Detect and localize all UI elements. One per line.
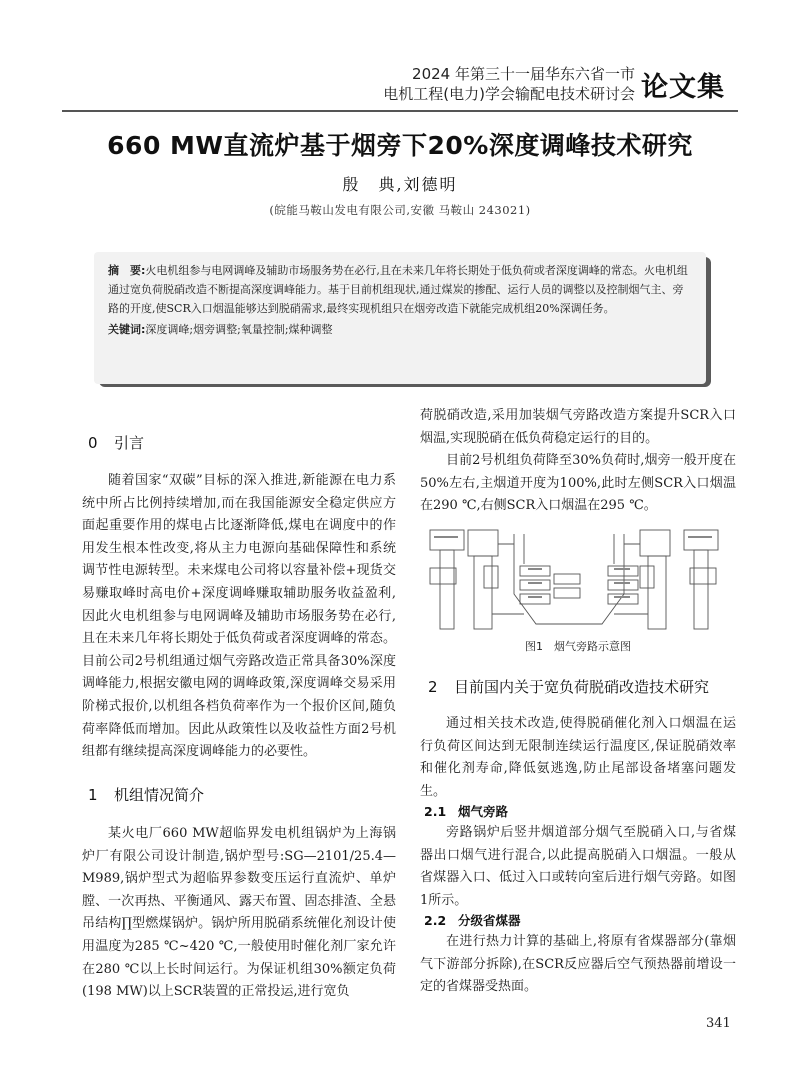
section-title: 目前国内关于宽负荷脱硝改造技术研究 <box>454 678 710 696</box>
section-2-intro-paragraph: 通过相关技术改造,使得脱硝催化剂入口烟温在运行负荷区间达到无限制连续运行温度区,保证脱硝效率和催化剂寿命,降低氨逃逸,防止尾部设备堵塞问题发生。 <box>420 716 736 799</box>
text-mark <box>528 596 542 598</box>
subsection-title: 分级省煤器 <box>458 913 521 928</box>
subsection-number: 2.2 <box>424 913 447 928</box>
proceedings-tag: 论文集 <box>641 71 725 103</box>
right-column-block-4 <box>420 931 736 999</box>
center-box-2 <box>520 580 550 590</box>
staged-economizer-paragraph: 在进行热力计算的基础上,将原有省煤器部分(靠烟气下游部分拆除),在SCR反应器后空气预热器前增设一定的省煤器受热面。 <box>420 934 736 995</box>
keywords-line <box>108 320 692 339</box>
abstract-text: 火电机组参与电网调峰及辅助市场服务势在必行,且在未来几年将长期处于低负荷或者深度调峰的常态。火电机组通过宽负荷脱硝改造不断提高深度调峰能力。基于目前机组现状,通过煤炭的掺配、运行人员的调整以及控制烟气主、旁路的开度,使SCR入口烟温能够达到脱硝需求,最终实现机组只在烟旁改造下就能完成机组20%深调任务。 <box>108 264 688 315</box>
left-inner-box <box>484 566 498 588</box>
right-scr-column <box>648 556 666 629</box>
conference-line-1: 2024 年第三十一届华东六省一市 <box>412 65 635 83</box>
subsection-2-2-heading <box>424 911 521 929</box>
furnace-outline <box>514 534 624 624</box>
abstract-label: 摘 要: <box>108 264 146 277</box>
paper-authors: 殷 典,刘德明 <box>342 175 458 194</box>
text-mark <box>434 536 458 538</box>
right-duct <box>694 550 708 629</box>
section-number: 1 <box>88 786 98 804</box>
subsection-2-1-heading <box>424 802 508 820</box>
text-mark <box>528 582 542 584</box>
right-scr-box <box>640 530 670 556</box>
intro-paragraph: 随着国家“双碳”目标的深入推进,新能源在电力系统中所占比例持续增加,而在我国能源安全稳定供应方面起重要作用的煤电占比逐渐降低,煤电在调度中的作用发生根本性改变,将从主力电源向基础保障性和系统调节性电源转型。未来煤电公司将以容量补偿+现货交易赚取峰时高电价+深度调峰赚取辅助服务收益盈利,因此火电机组参与电网调峰及辅助市场服务势在必行,且在未来几年将长期处于低负荷或者深度调峰的常态。目前公司2号机组通过烟气旁路改造正常具备30%深度调峰能力,根据安徽电网的调峰政策,深度调峰交易采用阶梯式报价,以机组各档负荷率作为一个报价区间,随负荷率降低而增加。因此从政策性以及收益性方面2号机组都有继续提高深度调峰能力的必要性。 <box>82 473 396 760</box>
section-1-heading <box>88 784 204 805</box>
right-column-block-2 <box>420 713 736 803</box>
center-box-1 <box>520 566 550 576</box>
center-box-4 <box>554 574 580 584</box>
figure-1-caption: 图1 烟气旁路示意图 <box>525 640 631 653</box>
text-mark <box>688 536 712 538</box>
keywords-label: 关键词: <box>108 323 146 336</box>
center-box-3 <box>520 594 550 604</box>
continued-paragraph: 荷脱硝改造,采用加装烟气旁路改造方案提升SCR入口烟温,实现脱硝在低负荷稳定运行的目的。 <box>420 408 736 446</box>
section-title: 机组情况简介 <box>114 786 205 804</box>
bypass-lines <box>492 544 648 614</box>
subsection-title: 烟气旁路 <box>458 804 509 819</box>
left-box-top <box>430 530 464 550</box>
right-column-block-3 <box>420 822 736 912</box>
header-rule <box>62 110 738 112</box>
current-status-paragraph: 目前2号机组负荷降至30%负荷时,烟旁一般开度在50%左右,主烟道开度为100%,此时左侧SCR入口烟温在290 ℃,右侧SCR入口烟温在295 ℃。 <box>420 453 736 514</box>
keywords-text: 深度调峰;烟旁调整;氧量控制;煤种调整 <box>145 323 333 336</box>
text-mark <box>614 596 630 598</box>
left-duct <box>440 550 454 629</box>
right-column-block-1 <box>420 405 736 518</box>
text-mark <box>528 568 542 570</box>
left-scr-column <box>474 556 492 629</box>
center-box-6 <box>608 566 638 576</box>
page-number: 341 <box>706 1016 731 1031</box>
left-box-mid <box>430 568 456 584</box>
right-inner-box <box>640 566 654 588</box>
abstract-box <box>94 252 706 384</box>
center-box-7 <box>608 580 638 590</box>
section-0-heading <box>88 432 144 453</box>
subsection-number: 2.1 <box>424 804 447 819</box>
furnace-walls <box>524 534 614 564</box>
center-box-5 <box>554 588 580 598</box>
abstract-body <box>108 261 692 318</box>
section-2-heading <box>428 676 709 697</box>
paper-title: 660 MW直流炉基于烟旁下20%深度调峰技术研究 <box>107 131 693 160</box>
figure-1-flue-gas-bypass-diagram <box>428 524 730 631</box>
section-number: 0 <box>88 434 98 452</box>
section-number: 2 <box>428 678 438 696</box>
text-mark <box>614 582 630 584</box>
conference-line-2: 电机工程(电力)学会输配电技术研讨会 <box>383 85 635 103</box>
left-scr-box <box>468 530 498 556</box>
running-header <box>383 64 725 104</box>
left-column-block-2 <box>82 823 396 1004</box>
flue-gas-bypass-paragraph: 旁路锅炉后竖井烟道部分烟气至脱硝入口,与省煤器出口烟气进行混合,以此提高脱硝入口烟温。一般从省煤器入口、低过入口或转向室后进行烟气旁路。如图1所示。 <box>420 825 736 908</box>
section-title: 引言 <box>114 434 145 452</box>
unit-overview-paragraph: 某火电厂660 MW超临界发电机组锅炉为上海锅炉厂有限公司设计制造,锅炉型号:SG—2101/25.4—M989,锅炉型式为超临界参数变压运行直流炉、单炉膛、一次再热、平衡通风、露天布置、固态排渣、全悬吊结构∏型燃煤锅炉。锅炉所用脱硝系统催化剂设计使用温度为285 ℃~420 ℃,一般使用时催化剂厂家允许在280 ℃以上长时间运行。为保证机组30%额定负荷(198 MW)以上SCR装置的正常投运,进行宽负 <box>82 826 396 1000</box>
author-affiliation: (皖能马鞍山发电有限公司,安徽 马鞍山 243021) <box>269 203 531 217</box>
conference-name <box>383 64 635 104</box>
text-mark <box>614 568 630 570</box>
right-box-top <box>684 530 718 550</box>
left-column-block-1 <box>82 470 396 764</box>
